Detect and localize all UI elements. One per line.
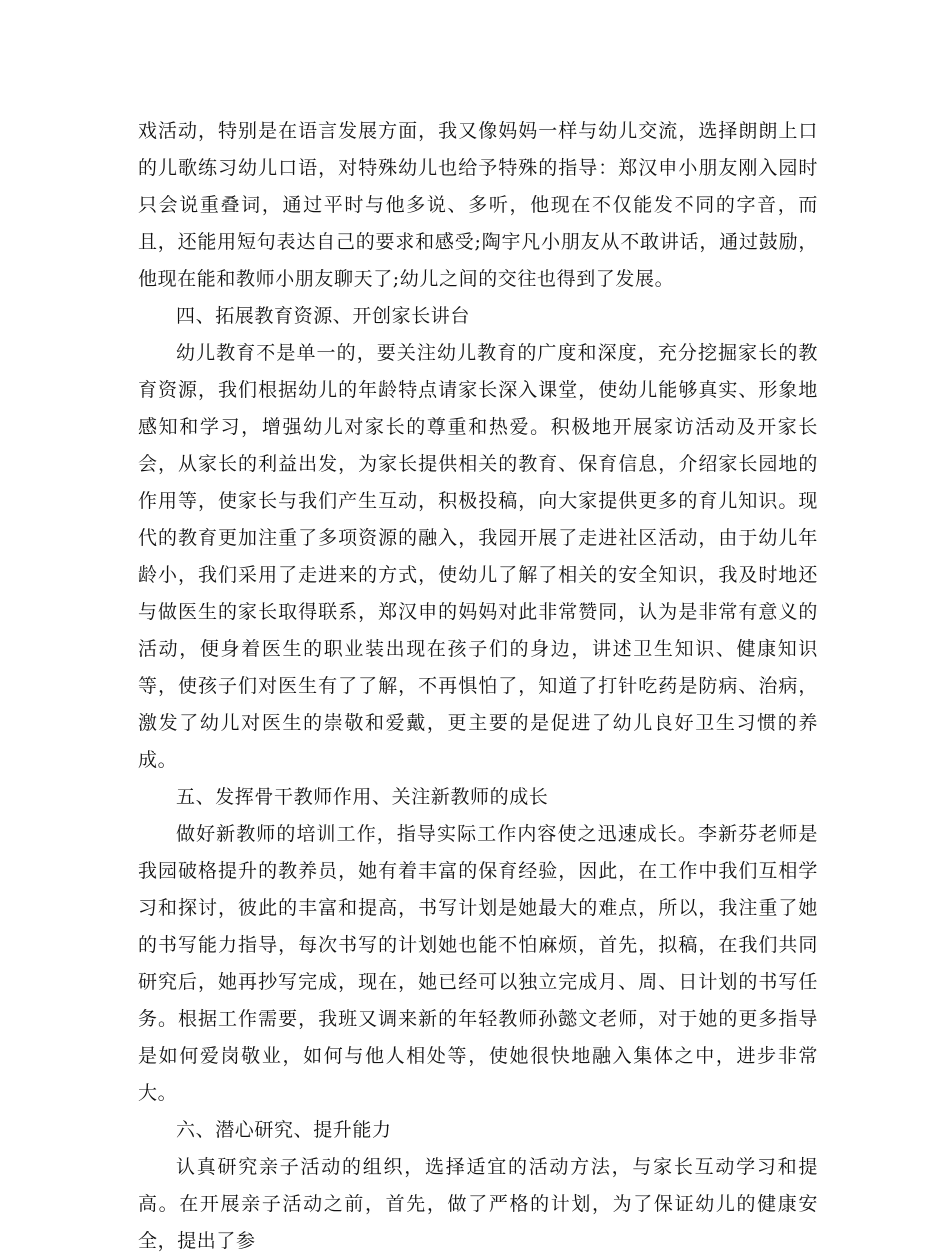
section-heading-5: 五、发挥骨干教师作用、关注新教师的成长 bbox=[176, 786, 549, 808]
paragraph-section-5: 做好新教师的培训工作，指导实际工作内容使之迅速成长。李新芬老师是我园破格提升的教养员，她有着丰富的保育经验，因此，在工作中我们互相学习和探讨，彼此的丰富和提高，书写计划是她最大的难点，所以，我注重了她的书写能力指导，每次书写的计划她也能不怕麻烦，首先，拟稿，在我们共同研究后，她再抄写完成，现在，她已经可以独立完成月、周、日计划的书写任务。根据工作需要，我班又调来新的年轻教师孙懿文老师，对于她的更多指导是如何爱岗敬业，如何与他人相处等，使她很快地融入集体之中，进步非常大。 bbox=[138, 823, 818, 1104]
paragraph-continued: 戏活动，特别是在语言发展方面，我又像妈妈一样与幼儿交流，选择朗朗上口的儿歌练习幼儿口语，对特殊幼儿也给予特殊的指导：郑汉申小朋友刚入园时只会说重叠词，通过平时与他多说、多听，他现在不仅能发不同的字音，而且，还能用短句表达自己的要求和感受;陶宇凡小朋友从不敢讲话，通过鼓励，他现在能和教师小朋友聊天了;幼儿之间的交往也得到了发展。 bbox=[138, 120, 818, 290]
paragraph-section-4: 幼儿教育不是单一的，要关注幼儿教育的广度和深度，充分挖掘家长的教育资源，我们根据幼儿的年龄特点请家长深入课堂，使幼儿能够真实、形象地感知和学习，增强幼儿对家长的尊重和热爱。积极地开展家访活动及开家长会，从家长的利益出发，为家长提供相关的教育、保育信息，介绍家长园地的作用等，使家长与我们产生互动，积极投稿，向大家提供更多的育儿知识。现代的教育更加注重了多项资源的融入，我园开展了走进社区活动，由于幼儿年龄小，我们采用了走进来的方式，使幼儿了解了相关的安全知识，我及时地还与做医生的家长取得联系，郑汉申的妈妈对此非常赞同，认为是非常有意义的活动，便身着医生的职业装出现在孩子们的身边，讲述卫生知识、健康知识等，使孩子们对医生有了了解，不再惧怕了，知道了打针吃药是防病、治病，激发了幼儿对医生的崇敬和爱戴，更主要的是促进了幼儿良好卫生习惯的养成。 bbox=[138, 342, 818, 771]
paragraph-section-6: 认真研究亲子活动的组织，选择适宜的活动方法，与家长互动学习和提高。在开展亲子活动之前，首先，做了严格的计划，为了保证幼儿的健康安全，提出了参 bbox=[138, 1156, 818, 1252]
section-heading-4: 四、拓展教育资源、开创家长讲台 bbox=[176, 305, 471, 327]
document-body bbox=[138, 113, 818, 1260]
section-heading-6: 六、潜心研究、提升能力 bbox=[176, 1119, 392, 1141]
